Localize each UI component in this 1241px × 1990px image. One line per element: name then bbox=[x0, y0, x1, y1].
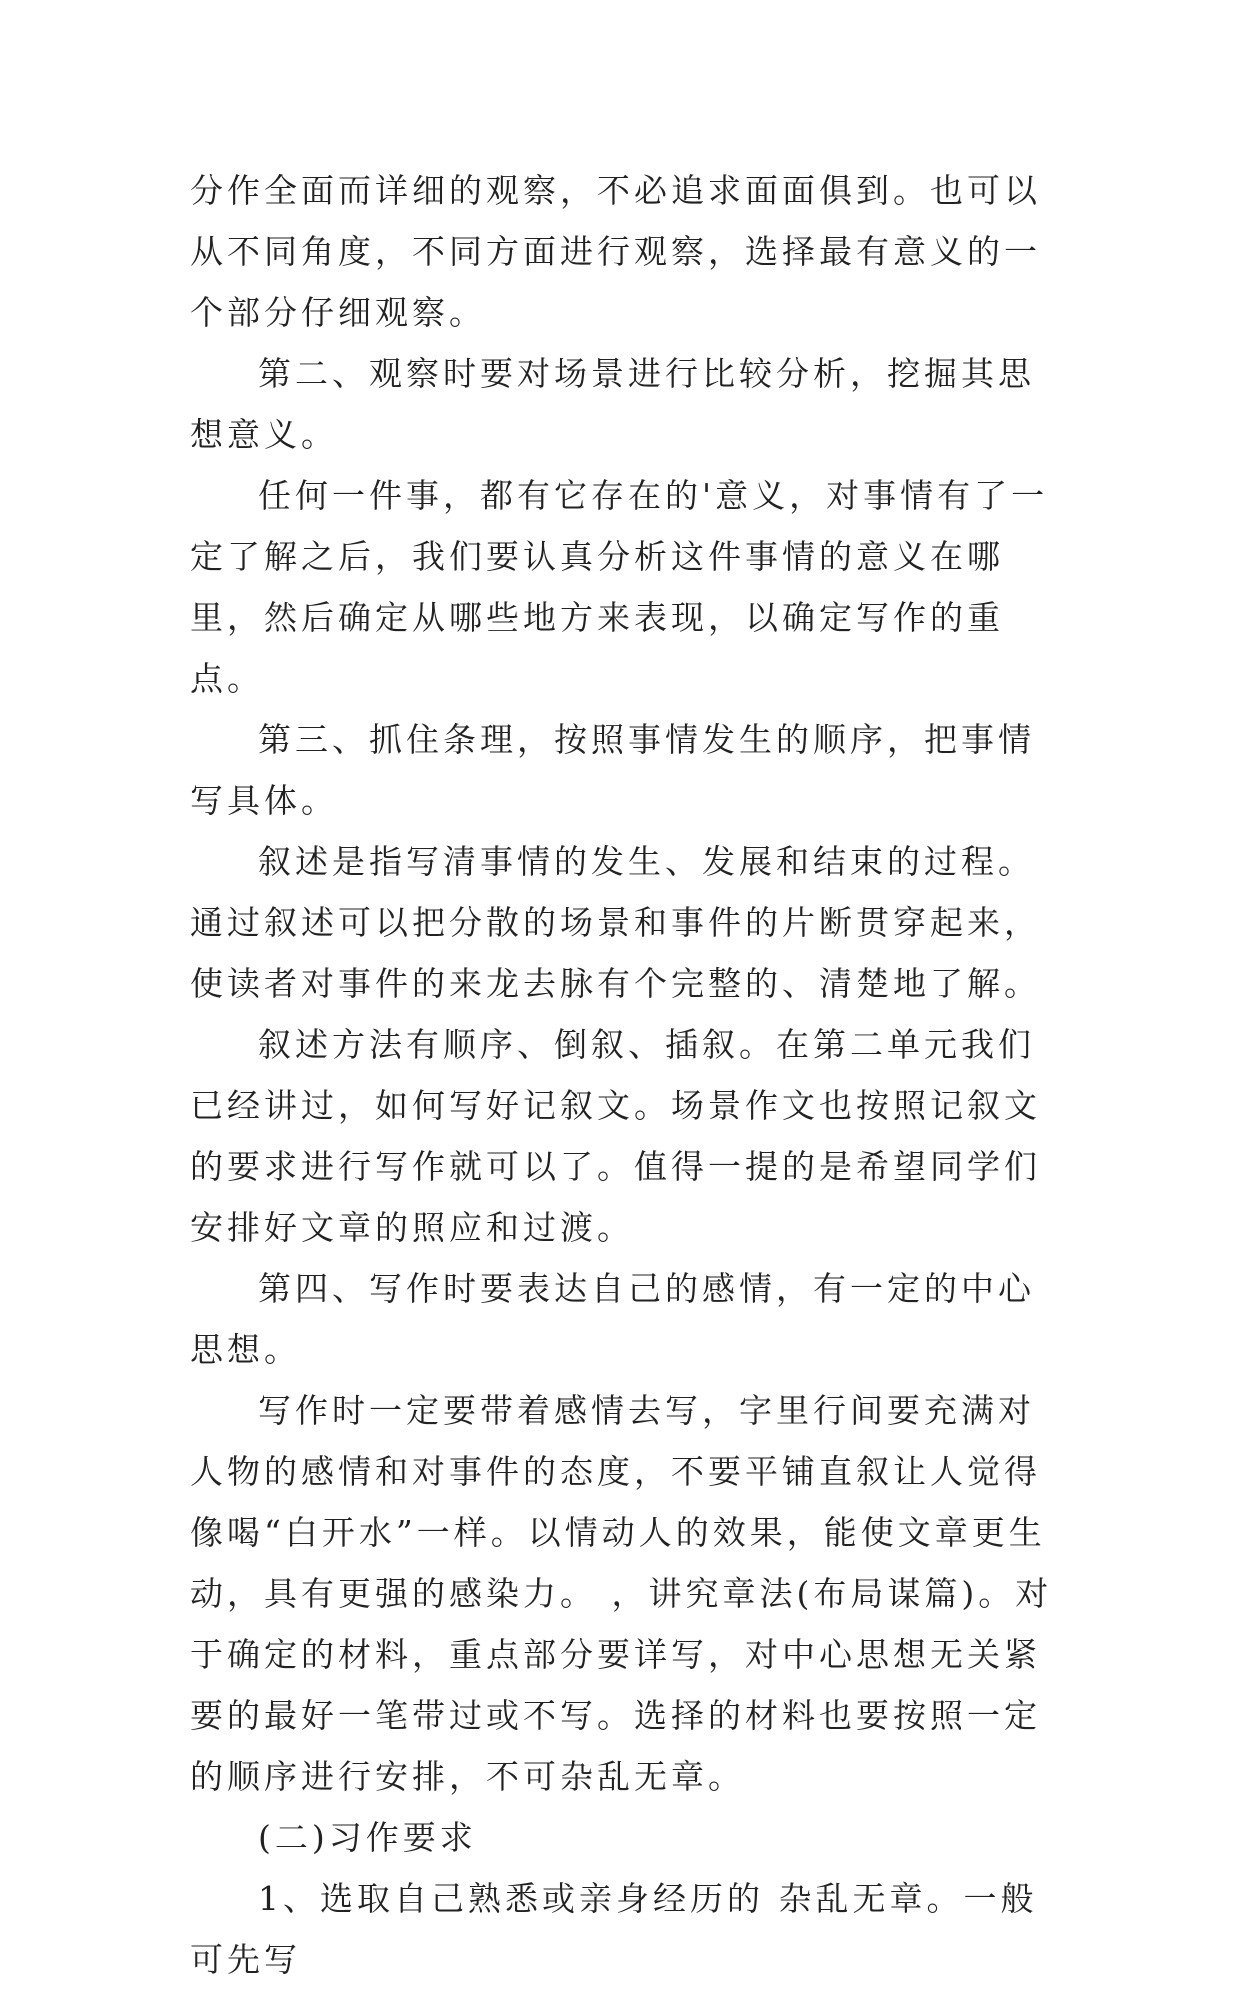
paragraph: 写作时一定要带着感情去写，字里行间要充满对人物的感情和对事件的态度，不要平铺直叙让人觉得像喝“白开水”一样。以情动人的效果，能使文章更生动，具有更强的感染力。 ，讲究章法(布局谋篇)。对于确定的材料，重点部分要详写，对中心思想无关紧要的最好一笔带过或不写。选择的材料也要按照一定的顺序进行安排，不可杂乱无章。 bbox=[190, 1391, 1053, 1796]
paragraph: 任何一件事，都有它存在的'意义，对事情有了一定了解之后，我们要认真分析这件事情的意义在哪里，然后确定从哪些地方来表现，以确定写作的重点。 bbox=[190, 476, 1049, 698]
paragraph-heading-third: 第三、抓住条理，按照事情发生的顺序，把事情写具体。 bbox=[190, 720, 1035, 820]
paragraph-heading-fourth: 第四、写作时要表达自己的感情，有一定的中心思想。 bbox=[190, 1269, 1035, 1369]
paragraph-heading-second: 第二、观察时要对场景进行比较分析，挖掘其思想意义。 bbox=[190, 354, 1035, 454]
list-item: 1、选取自己熟悉或亲身经历的 杂乱无章。一般可先写 bbox=[190, 1879, 1038, 1979]
paragraph: 叙述方法有顺序、倒叙、插叙。在第二单元我们已经讲过，如何写好记叙文。场景作文也按照记叙文的要求进行写作就可以了。值得一提的是希望同学们安排好文章的照应和过渡。 bbox=[190, 1025, 1041, 1247]
section-heading: (二)习作要求 bbox=[258, 1818, 477, 1857]
document-body bbox=[190, 160, 1070, 1990]
paragraph-continuation: 分作全面而详细的观察，不必追求面面俱到。也可以从不同角度，不同方面进行观察，选择最有意义的一个部分仔细观察。 bbox=[190, 171, 1041, 332]
paragraph: 叙述是指写清事情的发生、发展和结束的过程。通过叙述可以把分散的场景和事件的片断贯穿起来，使读者对事件的来龙去脉有个完整的、清楚地了解。 bbox=[190, 842, 1041, 1003]
